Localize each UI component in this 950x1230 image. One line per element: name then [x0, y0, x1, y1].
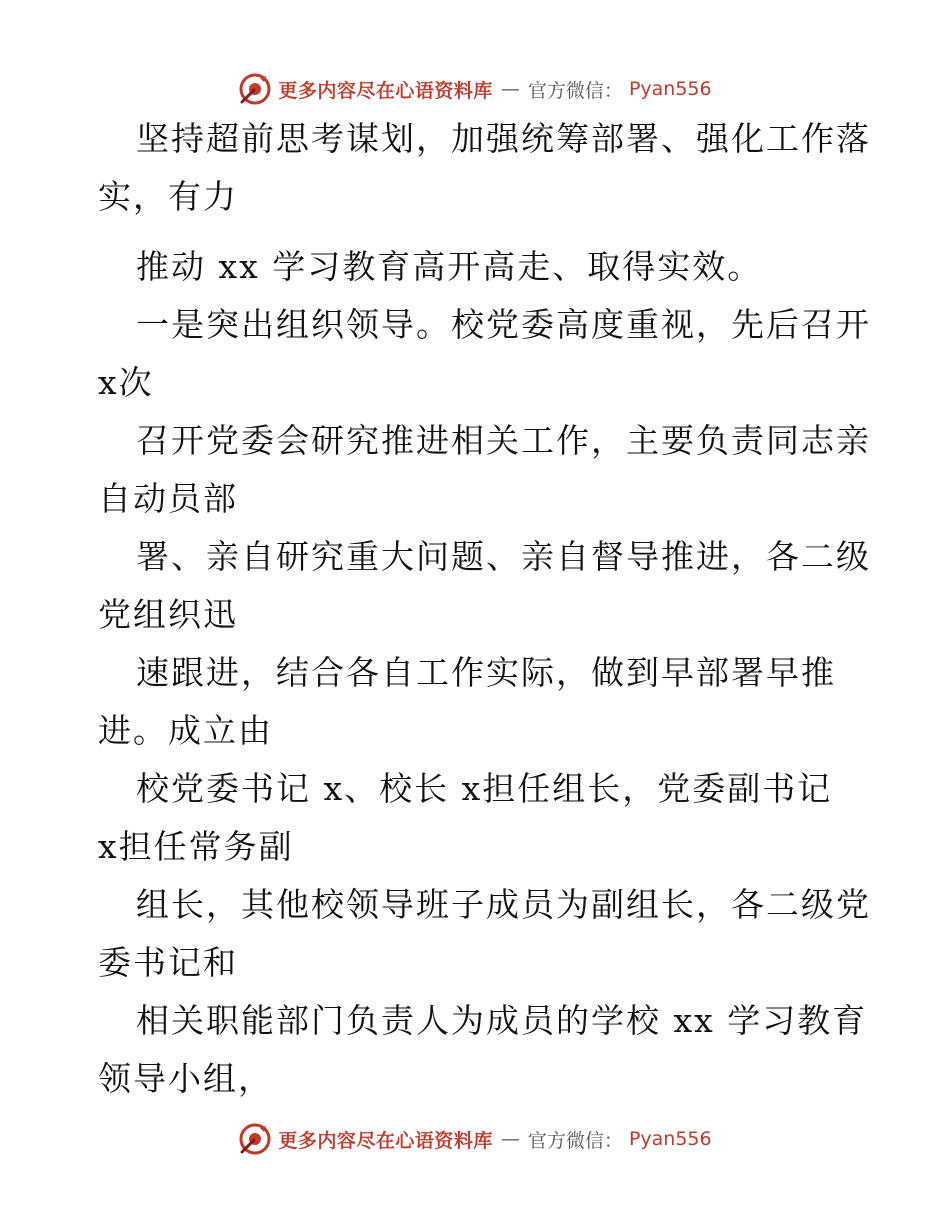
footer-wechat-id: Pyan556	[628, 1128, 712, 1150]
body-line: 相关职能部门负责人为成员的学校 xx 学习教育	[136, 1001, 868, 1040]
body-line: x担任常务副	[98, 827, 294, 866]
body-line: 坚持超前思考谋划，加强统筹部署、强化工作落	[136, 119, 871, 158]
footer-dash: —	[500, 1128, 520, 1150]
body-line: 自动员部	[98, 479, 238, 518]
footer-official-label: 官方微信：	[527, 1129, 623, 1152]
body-line: 进。成立由	[98, 711, 273, 750]
brush-logo-icon	[238, 1122, 272, 1156]
body-line: 一是突出组织领导。校党委高度重视，先后召开	[136, 305, 871, 344]
body-line: 党组织迅	[98, 595, 238, 634]
footer-brand-text: 更多内容尽在心语资料库	[278, 1129, 493, 1152]
header-wechat-id: Pyan556	[628, 78, 712, 100]
body-line: 实，有力	[98, 177, 238, 216]
body-line: 速跟进，结合各自工作实际，做到早部署早推	[136, 653, 836, 692]
body-line: 领导小组，	[98, 1059, 273, 1098]
body-line: 校党委书记 x、校长 x担任组长，党委副书记	[136, 769, 833, 808]
body-line: 委书记和	[98, 943, 238, 982]
body-line: 召开党委会研究推进相关工作，主要负责同志亲	[136, 421, 871, 460]
body-line: x次	[98, 363, 154, 402]
body-line: 署、亲自研究重大问题、亲自督导推进，各二级	[136, 537, 871, 576]
body-line: 组长，其他校领导班子成员为副组长，各二级党	[136, 885, 871, 924]
header-brand-text: 更多内容尽在心语资料库	[278, 79, 493, 102]
brush-logo-icon	[238, 72, 272, 106]
body-line: 推动 xx 学习教育高开高走、取得实效。	[136, 247, 763, 286]
header-dash: —	[500, 78, 520, 100]
header-watermark	[0, 72, 950, 106]
footer-watermark	[0, 1122, 950, 1156]
header-official-label: 官方微信：	[527, 79, 623, 102]
